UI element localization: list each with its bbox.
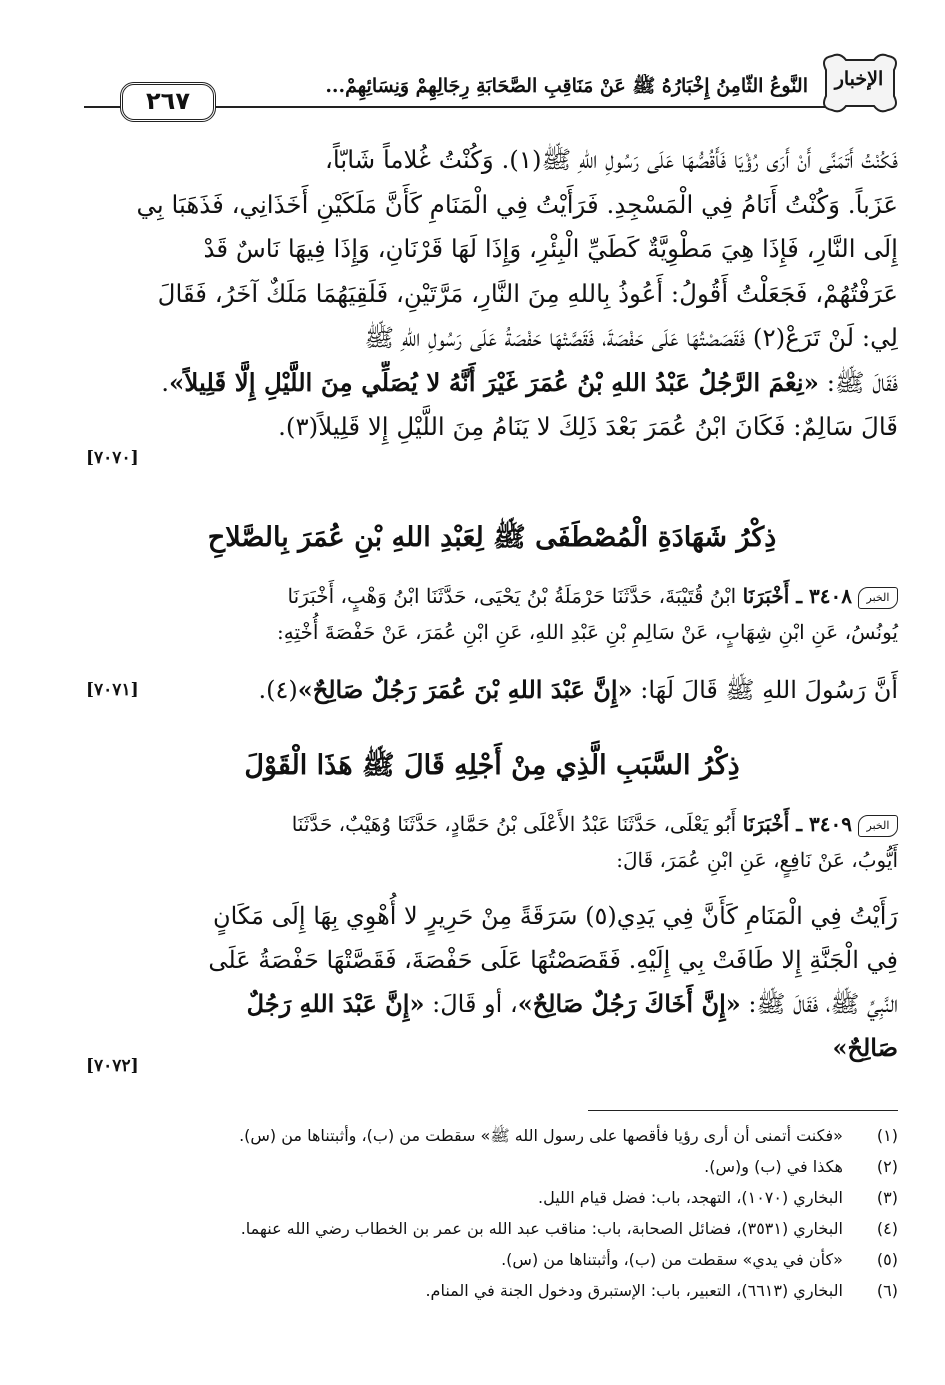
matn-intro: أَنَّ رَسُولَ اللهِ ﷺ قَالَ لَهَا: xyxy=(632,676,898,704)
matn-line xyxy=(86,1026,898,1070)
footnote-number: (٢) xyxy=(876,1157,898,1176)
footnote-text: البخاري (٦٦١٣)، التعبير، باب: الإستبرق ودخول الجنة في المنام. xyxy=(425,1281,843,1300)
paragraph-line: قَالَ سَالِمٌ: فَكَانَ ابْنُ عُمَرَ بَعْدَ ذَلِكَ لا يَنَامُ مِنَ اللَّيْلِ إِلا قَلِيلاً(٣). xyxy=(278,412,898,441)
matn-line: رَأَيْتُ فِي الْمَنَامِ كَأَنَّ فِي يَدِي(٥) سَرَقَةً مِنْ حَرِيرٍ لا أُهْوِي بِهَا إِلَى مَكَانٍ xyxy=(212,902,898,930)
paragraph-line: عَزَباً. وَكُنْتُ أَنَامُ فِي الْمَسْجِدِ. فَرَأَيْتُ فِي الْمَنَامِ كَأَنَّ مَلَكَيْنِ أَخَذَانِي، فَذَهَبَا بِي xyxy=(136,189,898,219)
paragraph-line: إِلَى النَّارِ، فَإِذَا هِيَ مَطْوِيَّةٌ كَطَيِّ الْبِئْرِ، وَإِذَا لَهَا قَرْنَانِ، وَإِذَا فِيهَا نَاسٌ قَدْ xyxy=(203,234,898,263)
matn-intro: النَّبِيِّ ﷺ، فَقَالَ ﷺ: xyxy=(740,990,898,1018)
akhbarana-icon: الخبر xyxy=(858,815,898,837)
punctuation: . xyxy=(161,367,170,397)
prophetic-quote: «نِعْمَ الرَّجُلُ عَبْدُ اللهِ بْنُ عُمَرَ غَيْرَ أَنَّهُ لا يُصَلِّي مِنَ اللَّيْلِ إِلَّا قَلِيلاً» xyxy=(169,367,819,397)
footnote-marker: (٤). xyxy=(258,676,298,704)
paragraph-line: عَرَفْتُهُمْ، فَجَعَلْتُ أَقُولُ: أَعُوذُ بِاللهِ مِنَ النَّارِ، مَرَّتَيْنِ، فَلَقِيَهُمَا مَلَكٌ آخَرُ، فَقَالَ xyxy=(157,278,898,308)
chain-text: أَيُّوبُ، عَنْ نَافِعٍ، عَنِ ابْنِ عُمَرَ، قَالَ: xyxy=(616,848,898,872)
hadith-number: ٣٤٠٩ ـ أَخْبَرَنَا xyxy=(742,812,852,836)
isnad-chain xyxy=(86,578,898,650)
hadith-matn xyxy=(86,668,898,712)
footnote-text: «فكنت أتمنى أن أرى رؤيا فأقصها على رسول الله ﷺ» سقطت من (ب)، وأثبتناها من (س). xyxy=(239,1126,843,1145)
prophetic-quote: «إِنَّ أَخَاكَ رَجُلٌ صَالِحٌ» xyxy=(517,989,741,1018)
akhbarana-icon: الخبر xyxy=(858,587,898,609)
footnote-text: هكذا في (ب) و(س). xyxy=(704,1157,843,1176)
footnote-text: البخاري (٣٥٣١)، فضائل الصحابة، باب: مناقب عبد الله بن عمر بن الخطاب رضي الله عنهما. xyxy=(240,1219,843,1238)
footnote-text: البخاري (١٠٧٠)، التهجد، باب: فضل قيام الليل. xyxy=(538,1188,843,1207)
prophetic-quote: صَالِحٌ» xyxy=(832,1033,898,1062)
matn-connector: ، أو قَالَ: xyxy=(424,990,518,1018)
section-title: ذِكْرُ شَهَادَةِ الْمُصْطَفَى ﷺ لِعَبْدِ اللهِ بْنِ عُمَرَ بِالصَّلاحِ xyxy=(207,522,777,553)
section-badge-label: الإخبار xyxy=(834,68,884,90)
footnote xyxy=(86,1213,898,1244)
quote-intro: فَقَالَ ﷺ: xyxy=(818,367,898,397)
footnote-number: (٣) xyxy=(876,1188,898,1207)
prophetic-quote: «إِنَّ عَبْدَ اللهِ بْنَ عُمَرَ رَجُلٌ صَالِحٌ» xyxy=(297,675,633,704)
footnote-text: «كأن في يدي» سقطت من (ب)، وأثبتناها من (س). xyxy=(501,1250,843,1269)
footnote xyxy=(86,1275,898,1306)
paragraph-line xyxy=(86,361,898,406)
footnote xyxy=(86,1151,898,1182)
paragraph-line: لِي: لَنْ تَرَعْ(٢) فَقَصَصْتُهَا عَلَى حَفْصَةَ، فَقَصَّتْهَا حَفْصَةُ عَلَى رَسُولِ اللهِ ﷺ xyxy=(364,323,898,352)
footnote-number: (٥) xyxy=(876,1250,898,1269)
running-title: النَّوعُ الثّامِنُ إِخْبَارُهُ ﷺ عَنْ مَنَاقِبِ الصَّحَابَةِ رِجَالِهِمْ وَنِسَائِهِمْ... xyxy=(325,75,808,97)
footnote xyxy=(86,1182,898,1213)
chain-text: يُونُسُ، عَنِ ابْنِ شِهَابٍ، عَنْ سَالِمِ بْنِ عَبْدِ اللهِ، عَنِ ابْنِ عُمَرَ، عَنْ حَفْصَةَ أُخْتِهِ: xyxy=(276,620,898,644)
hadith-reference: [٧٠٧٠] xyxy=(86,448,139,468)
footnotes xyxy=(86,1120,898,1306)
paragraph-line: فَكُنْتُ أَتَمَنَّى أَنْ أَرَى رُؤْيَا فَأَقُصُّهَا عَلَى رَسُولِ اللهِ ﷺ(١). وَكُنْتُ غُلاماً شَابّاً، xyxy=(325,145,898,174)
footnote xyxy=(86,1120,898,1151)
footnote xyxy=(86,1244,898,1275)
footnote-number: (١) xyxy=(876,1126,898,1145)
section-title: ذِكْرُ السَّبَبِ الَّذِي مِنْ أَجْلِهِ قَالَ ﷺ هَذَا الْقَوْلَ xyxy=(244,750,740,781)
chain-text: ابْنُ قُتَيْبَةَ، حَدَّثَنَا حَرْمَلَةُ بْنُ يَحْيَى، حَدَّثَنَا ابْنُ وَهْبٍ، أَخْبَرَنَا xyxy=(287,584,743,608)
matn-line: فِي الْجَنَّةِ إِلا طَافَتْ بِي إِلَيْهِ. فَقَصَصْتُهَا عَلَى حَفْصَةَ، فَقَصَّتْهَا حَفْصَةُ عَلَى xyxy=(208,946,898,974)
isnad-chain xyxy=(86,806,898,878)
page-number: ٢٦٧ xyxy=(120,82,216,122)
main-paragraph xyxy=(86,138,898,450)
footnote-divider xyxy=(588,1110,898,1111)
prophetic-quote: «إِنَّ عَبْدَ اللهِ رَجُلٌ xyxy=(246,989,425,1018)
hadith-reference: [٧٠٧١] xyxy=(86,680,139,700)
section-badge xyxy=(816,48,904,118)
hadith-matn xyxy=(86,894,898,1070)
footnote-number: (٦) xyxy=(876,1281,898,1300)
page-header xyxy=(84,48,904,118)
hadith-reference: [٧٠٧٢] xyxy=(86,1056,139,1076)
footnote-number: (٤) xyxy=(876,1219,898,1238)
chain-text: أَبُو يَعْلَى، حَدَّثَنَا عَبْدُ الأَعْلَى بْنُ حَمَّادٍ، حَدَّثَنَا وُهَيْبٌ، حَدَّثَنَا xyxy=(291,812,743,836)
matn-line xyxy=(86,982,898,1026)
hadith-number: ٣٤٠٨ ـ أَخْبَرَنَا xyxy=(742,584,852,608)
